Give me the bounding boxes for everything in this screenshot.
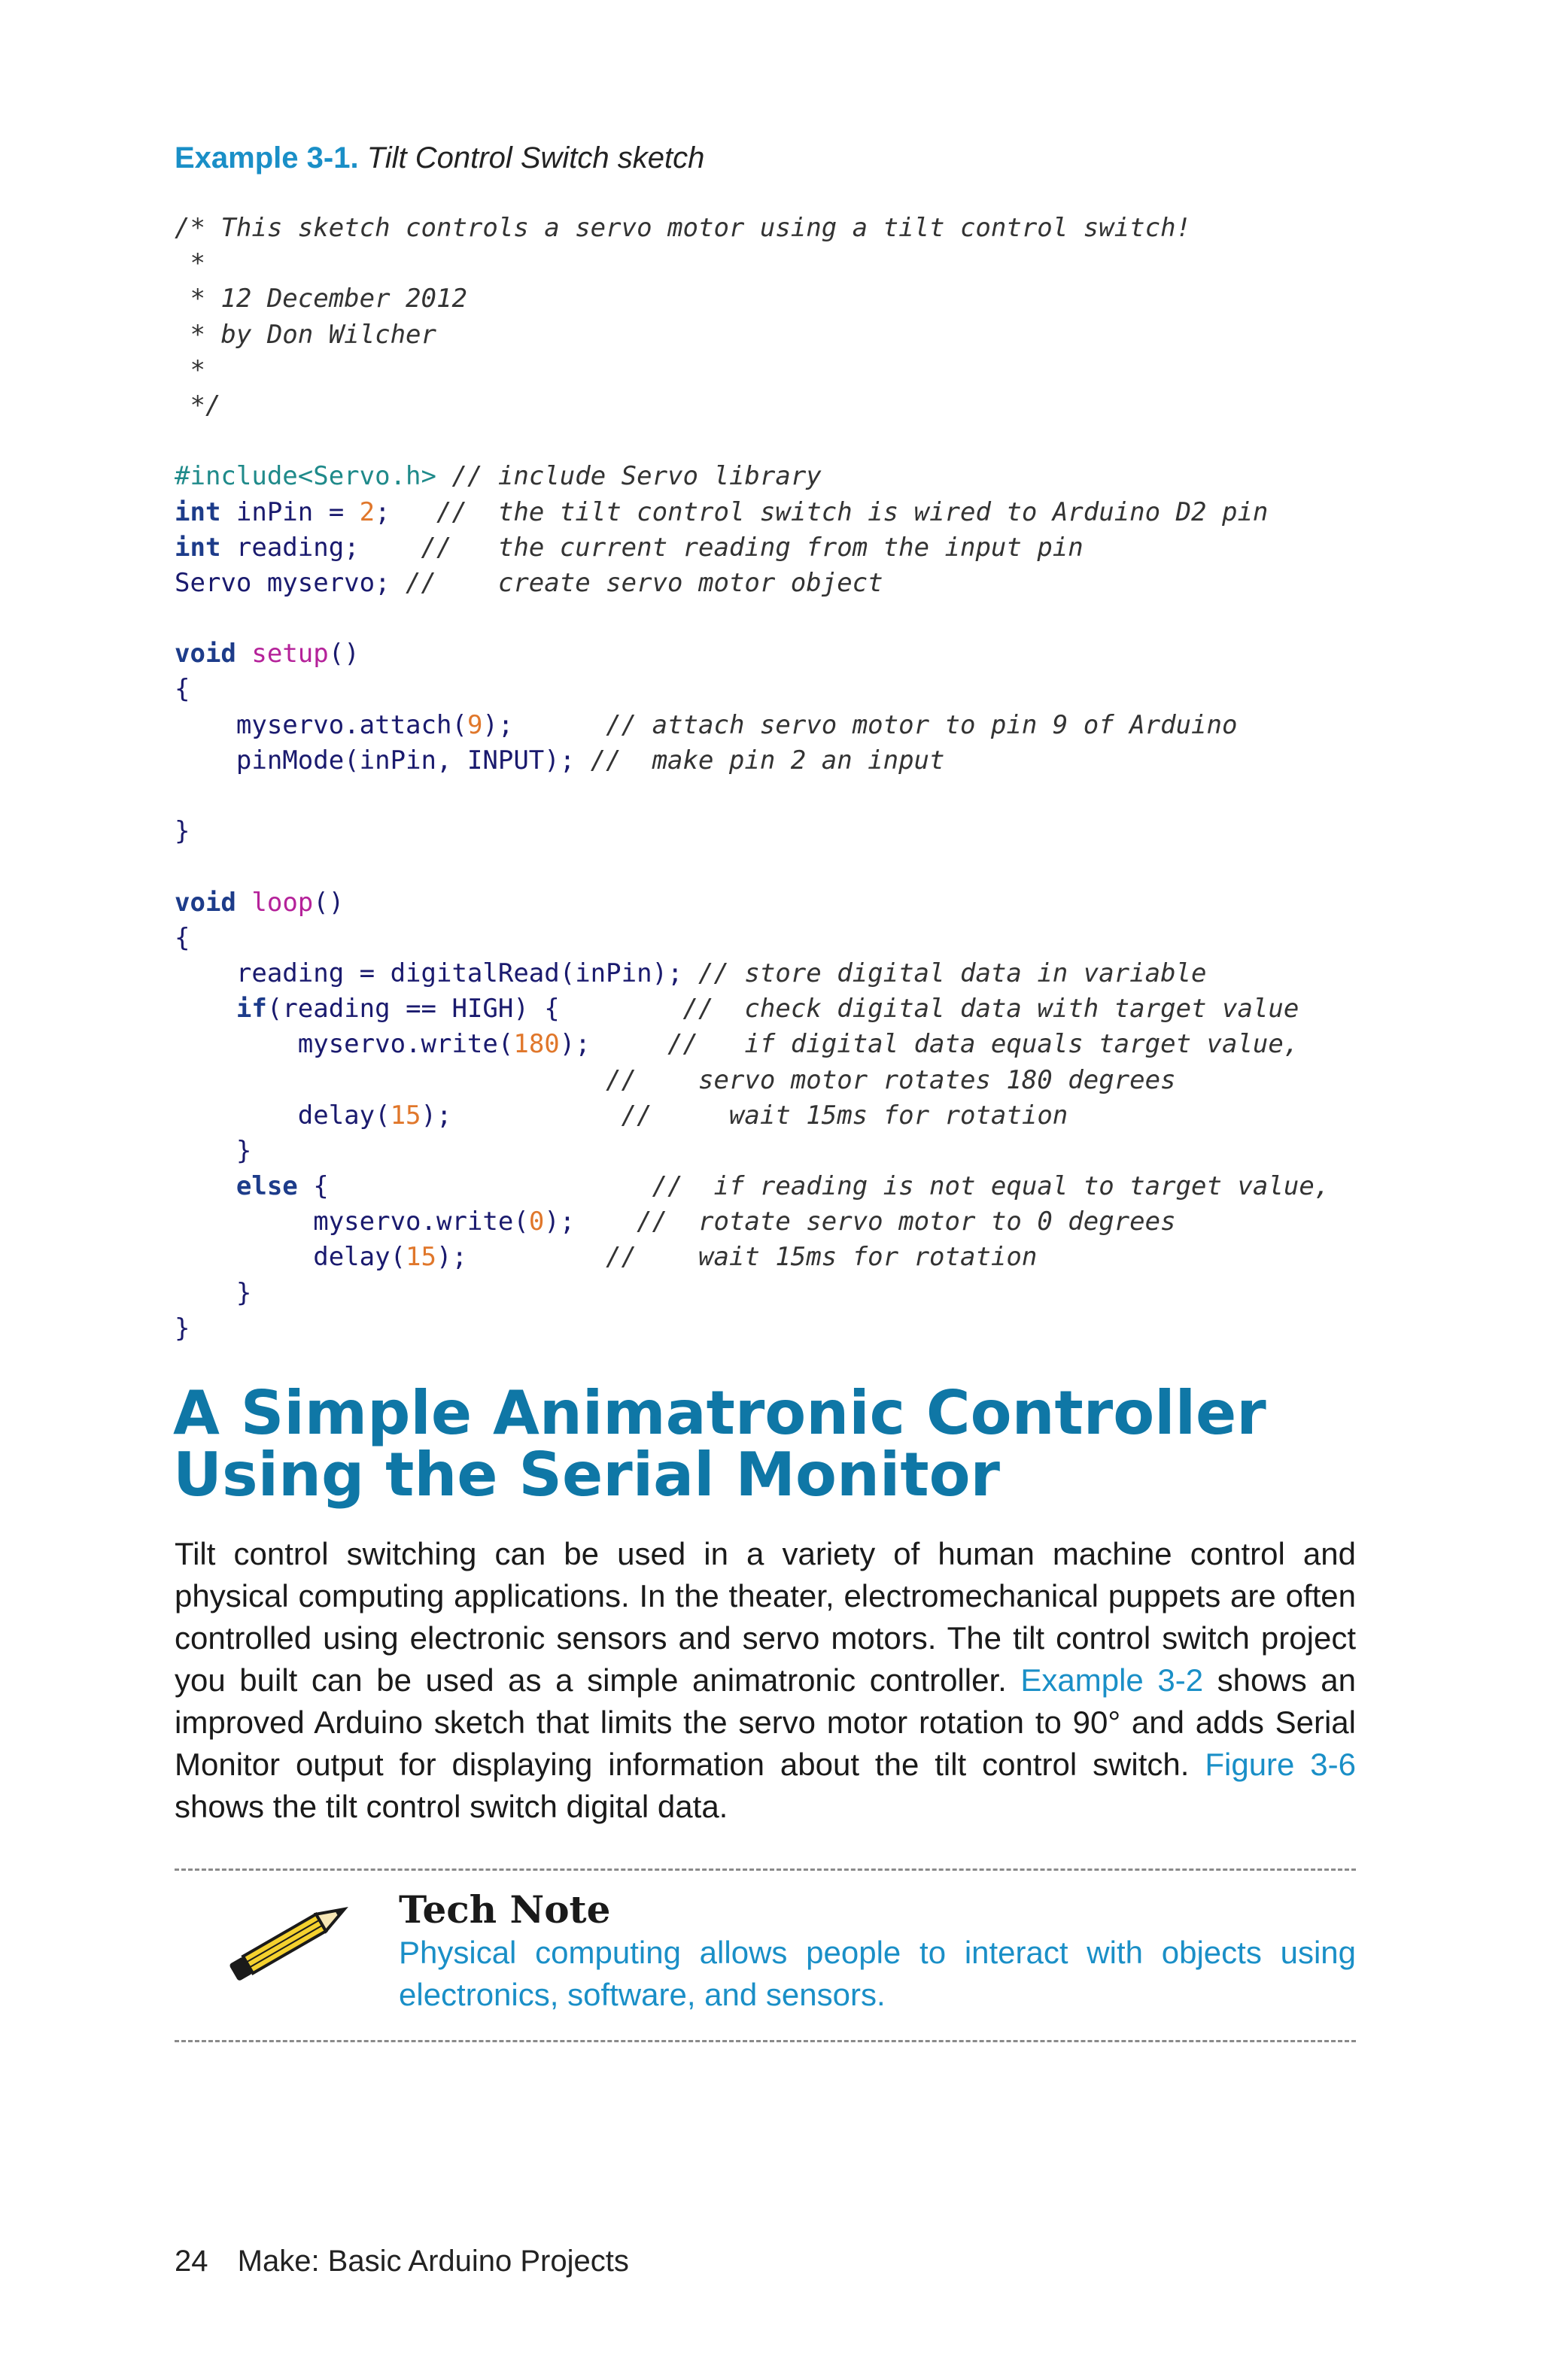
code-token: else [236,1171,298,1202]
code-token: // servo motor rotates 180 degrees [606,1064,1176,1095]
code-token: * [175,354,205,385]
code-token [236,639,251,669]
code-token: reading; [220,532,421,563]
code-line [175,921,1378,956]
code-line [175,1276,1378,1311]
code-token: myservo.attach( [175,709,467,740]
code-line [175,423,1378,459]
code-token: // the tilt control switch is wired to Arduino D2 pin [436,496,1269,527]
code-token: // wait 15ms for rotation [621,1100,1068,1131]
code-line [175,636,1378,672]
code-token: 15 [406,1242,436,1273]
code-token: 2 [359,496,375,527]
code-token: ); [544,1207,637,1237]
code-line [175,1311,1378,1346]
note-divider-bottom [175,2040,1356,2042]
example-caption [175,137,704,179]
pencil-icon [218,1894,361,1987]
code-line [175,566,1378,601]
note-title: Tech Note [399,1887,611,1932]
code-line [175,708,1378,743]
code-token: // if reading is not equal to target value, [652,1171,1330,1202]
code-token: } [175,816,190,847]
code-token: } [175,1313,190,1343]
code-token: delay( [175,1100,391,1131]
code-token: (reading == HIGH) { [266,994,683,1025]
code-token: () [328,639,360,669]
code-token: 9 [467,709,483,740]
code-token: * [175,248,205,279]
code-line [175,281,1378,317]
code-line [175,1240,1378,1275]
code-token [236,888,251,918]
code-token: { [297,1171,652,1202]
code-token: loop [251,887,314,918]
code-token: // rotate servo motor to 0 degrees [637,1207,1176,1237]
code-token: myservo.write( [175,1207,529,1237]
code-token: ); [421,1100,622,1131]
code-token: } [175,1135,252,1166]
code-token: */ [175,390,221,420]
code-line [175,495,1378,530]
code-line [175,1169,1378,1204]
section-heading: A Simple Animatronic Controller Using the Serial Monitor [173,1378,1266,1510]
code-token: () [313,887,345,918]
code-token: int [175,532,221,563]
code-line [175,885,1378,921]
page-number: 24 [175,2245,208,2278]
code-token: * by Don Wilcher [175,319,436,350]
code-line [175,1063,1378,1098]
code-line [175,1027,1378,1062]
code-line [175,1204,1378,1240]
code-token: ; [375,496,437,527]
code-line [175,1098,1378,1134]
code-token [175,1065,606,1095]
code-token: 180 [513,1029,560,1060]
book-title: Make: Basic Arduino Projects [237,2245,629,2278]
code-token: #include<Servo.h> [175,461,436,492]
code-line [175,956,1378,991]
code-line [175,849,1378,885]
code-line [175,530,1378,566]
code-token: Servo myservo; [175,567,406,598]
code-line [175,211,1378,246]
code-token: reading = digitalRead(inPin); [175,958,698,988]
paragraph-text: Tilt control switching can be used in a variety of human machine control and physical computing applications. In the theater, electromechanical puppets are often controlled using electronic sensors and servo motors. The tilt control switch project you built can be used as a simple animatronic controller. [175,1536,1356,1698]
code-token: * 12 December 2012 [175,284,467,314]
code-listing [175,211,1378,1346]
code-token: // if digital data equals target value, [667,1029,1299,1060]
example-3-2-link[interactable]: Example 3-2 [1020,1662,1204,1698]
figure-3-6-link[interactable]: Figure 3-6 [1205,1747,1356,1782]
code-token: { [175,674,190,705]
code-token: } [175,1277,252,1308]
code-token: 0 [528,1207,545,1237]
example-title: Tilt Control Switch sketch [366,141,705,175]
code-line [175,353,1378,388]
code-token: { [175,922,190,953]
code-token [436,461,451,491]
code-token: ); [559,1029,668,1060]
code-token: // include Servo library [451,461,822,492]
code-line [175,388,1378,423]
example-label: Example 3-1. [175,141,359,175]
body-paragraph [175,1533,1356,1828]
code-token: // make pin 2 an input [590,745,945,776]
paragraph-text: shows an improved Arduino sketch that limits the servo motor rotation to 90° and adds Serial Monitor output for displaying information about the tilt control switch. [175,1662,1357,1782]
code-token: ); [482,709,606,740]
code-line [175,672,1378,707]
code-token: // the current reading from the input pin [421,532,1084,563]
code-line [175,779,1378,814]
code-token: setup [251,639,329,669]
code-line [175,1134,1378,1169]
code-token: // check digital data with target value [682,994,1299,1025]
code-token: ); [436,1242,606,1273]
code-line [175,601,1378,636]
code-line [175,459,1378,494]
code-token: // wait 15ms for rotation [606,1242,1038,1273]
code-line [175,317,1378,353]
code-line [175,991,1378,1027]
code-token: inPin = [220,496,360,527]
paragraph-text: shows the tilt control switch digital data. [175,1789,728,1824]
code-token: pinMode(inPin, INPUT); [175,745,591,776]
code-token: void [175,639,236,669]
code-line [175,743,1378,779]
code-token: delay( [175,1242,406,1273]
code-token: if [236,994,267,1025]
note-text: Physical computing allows people to interact with objects using electronics, software, and sensors. [399,1935,1356,2012]
code-token: // attach servo motor to pin 9 of Arduino [606,709,1238,740]
code-line [175,246,1378,281]
code-token: myservo.write( [175,1029,514,1060]
code-token: 15 [390,1100,421,1131]
code-token [175,994,236,1024]
note-divider-top [175,1868,1356,1871]
code-token: int [175,496,221,527]
code-token: /* This sketch controls a servo motor using a tilt control switch! [175,213,1192,243]
code-token: void [175,887,236,918]
code-line [175,814,1378,849]
code-token: // create servo motor object [406,567,883,598]
code-token [175,1171,236,1201]
code-token: // store digital data in variable [698,958,1207,988]
page-footer [175,2240,629,2282]
